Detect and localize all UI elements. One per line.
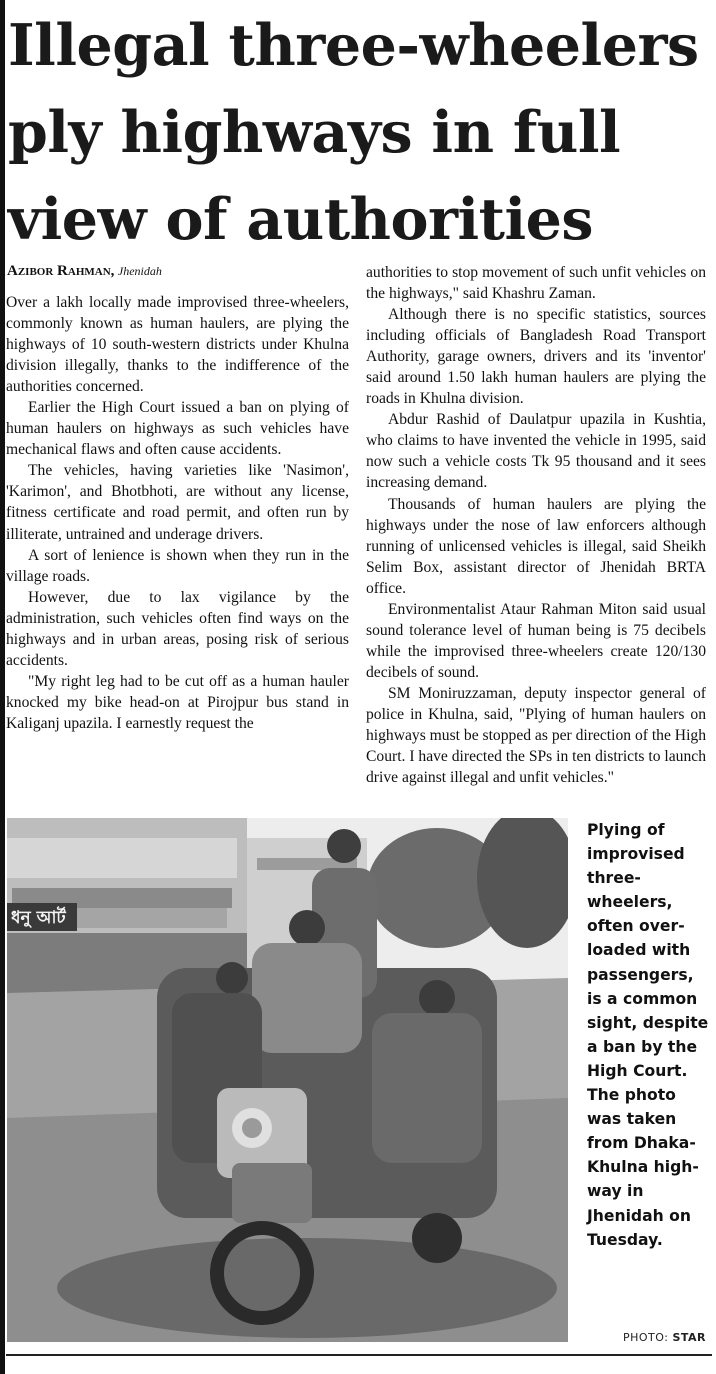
paragraph: Environmentalist Ataur Rahman Miton said usual sound tolerance level of human being is 75 decibels while the improvised three-wheelers create 120/130 decibels of sound. <box>366 600 706 681</box>
news-photo <box>7 818 568 1342</box>
shop-sign-text: ধনু আর্ট <box>11 908 66 928</box>
headline: Illegal three-wheelers ply highways in full view of authorities <box>8 12 699 253</box>
photo-credit-label: PHOTO: <box>622 1331 669 1344</box>
paragraph: A sort of lenience is shown when they run in the village roads. <box>6 546 349 585</box>
photo-credit <box>623 1331 706 1344</box>
paragraph: "My right leg had to be cut off as a human hauler knocked my bike head-on at Pirojpur bus stand in Kaliganj upazila. I earnestly request the <box>6 672 349 732</box>
paragraph: However, due to lax vigilance by the administration, such vehicles often find ways on the highways and in urban areas, posing risk of serious accidents. <box>6 588 349 669</box>
paragraph: Over a lakh locally made improvised three-wheelers, commonly known as human haulers, are plying the highways of 10 south-western districts under Khulna division illegally, thanks to the indifference of the authorities concerned. <box>6 294 349 396</box>
left-column-rule <box>0 0 5 1374</box>
paragraph: The vehicles, having varieties like 'Nasimon', 'Karimon', and Bhotbhoti, are without any license, fitness certificate and road permit, and often run by illiterate, untrained and underage drivers. <box>6 462 349 543</box>
article-column-left <box>6 292 349 734</box>
paragraph: Abdur Rashid of Daulatpur upazila in Kushtia, who claims to have invented the vehicle in 1995, said now such a vehicle costs Tk 95 thousand and it sees increasing demand. <box>366 411 706 492</box>
paragraph: authorities to stop movement of such unfit vehicles on the highways," said Khashru Zaman. <box>366 264 706 303</box>
article-column-right <box>366 262 706 788</box>
paragraph: Thousands of human haulers are plying the highways under the nose of law enforcers although running of unlicensed vehicles is illegal, said Sheikh Selim Box, assistant director of Jhenidah BRTA office. <box>366 495 706 597</box>
paragraph: SM Moniruzzaman, deputy inspector general of police in Khulna, said, "Plying of human haulers on highways must be stopped as per direction of the High Court. I have directed the SPs in ten districts to launch drive against illegal and unfit vehicles." <box>366 684 706 787</box>
bottom-rule <box>6 1354 712 1356</box>
photo-credit-source: STAR <box>672 1331 706 1344</box>
photo-caption: Plying of improvised three-wheelers, often over-loaded with passengers, is a common sight, despite a ban by the High Court. The photo was taken from Dhaka-Khulna high-way in Jhenidah on Tuesday. <box>587 821 709 1249</box>
byline <box>7 262 352 281</box>
paragraph: Although there is no specific statistics, sources including officials of Bangladesh Road Transport Authority, garage owners, drivers and its 'inventor' said around 1.50 lakh human haulers are plying the roads in Khulna division. <box>366 306 706 408</box>
paragraph: Earlier the High Court issued a ban on plying of human haulers on highways as such vehicles have mechanical flaws and often cause accidents. <box>6 399 349 459</box>
byline-place: Jhenidah <box>117 264 162 278</box>
byline-author: Azibor Rahman, <box>7 263 115 279</box>
